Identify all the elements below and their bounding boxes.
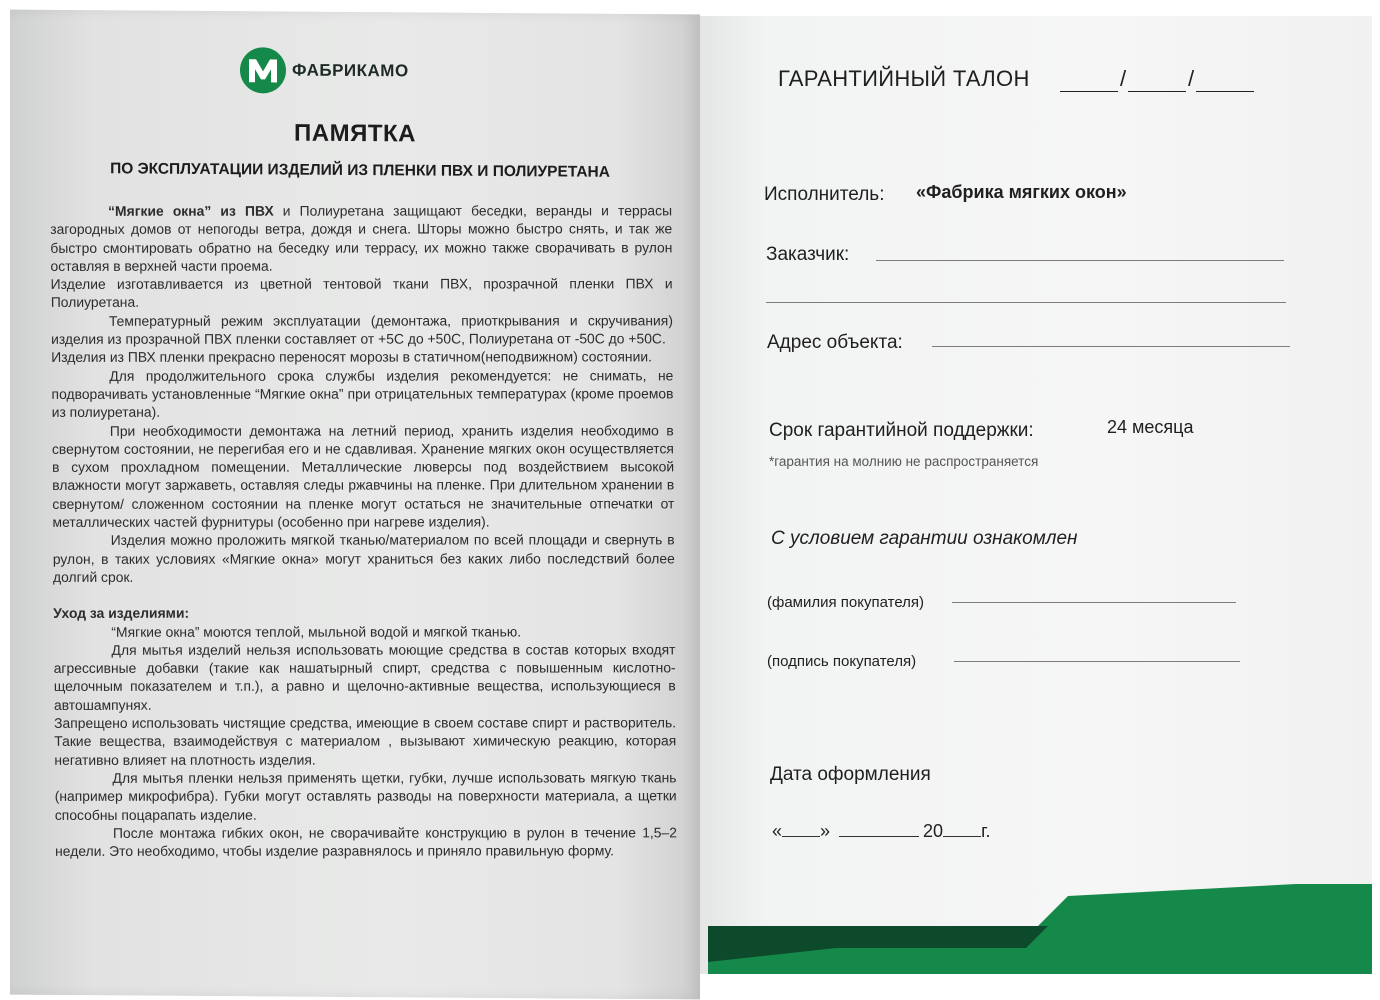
slot-separator: /	[1119, 66, 1127, 91]
green-decorative-band	[708, 884, 1372, 974]
memo-title: ПАМЯТКА	[294, 119, 416, 148]
memo-body	[50, 201, 677, 860]
customer-line-1[interactable]	[876, 260, 1284, 261]
logo-text: ФАБРИКАМО	[292, 60, 409, 81]
date-open-quote: «	[772, 821, 783, 841]
period-label: Срок гарантийной поддержки:	[769, 420, 1034, 441]
memo-paragraph: Изделие изготавливается из цветной тентовой ткани ПВХ, прозрачной пленки ПВХ и Полиуретана.	[50, 275, 673, 311]
warranty-number-slots	[1060, 66, 1254, 92]
acknowledgement-text: С условием гарантии ознакомлен	[771, 528, 1078, 549]
date-heading: Дата оформления	[770, 764, 931, 785]
memo-paragraph: Температурный режим эксплуатации (демонтажа, приоткрывания и скручивания) изделия из прозрачной ПВХ пленки составляет от +5С до +50С, Полиуретана от -50С до +50С.	[51, 312, 673, 347]
executor-value: «Фабрика мягких окон»	[916, 182, 1127, 202]
memo-paragraph: При необходимости демонтажа на летний период, хранить изделия необходимо в свернутом состоянии, не перегибая его и не сдавливая. Хранение мягких окон осуществляется в сухом прохладном помещении. Металлические люверсы под воздействием высокой влажности могут заржаветь, оставляя следы ржавчины на пленке. При длительном хранении в свернутом/ сложенном состоянии на пленке могут остаться не значительные отпечатки от металлических частей фурнитуры (особенно при нагреве изделия).	[51, 421, 675, 530]
memo-paragraph: Изделия можно проложить мягкой тканью/материалом по всей площади и свернуть в рулон, в таких условиях «Мягкие окна» могут храниться без каких либо последствий более долгий срок.	[52, 531, 675, 585]
customer-line-2[interactable]	[766, 302, 1286, 303]
number-slot-3[interactable]	[1196, 69, 1254, 92]
memo-paragraph-bold: “Мягкие окна” из ПВХ	[108, 202, 274, 219]
care-paragraph: Запрещено использовать чистящие средства, имеющие в своем составе спирт и растворитель. Такие вещества, взаимодействуя с материалом , вызывают химическую реакцию, которая негативно влияет на плотность изделия.	[54, 714, 677, 768]
care-paragraph: Для мытья пленки нельзя применять щетки, губки, лучше использовать мягкую ткань (например микрофибра). Губки могут оставлять разводы на поверхности материала, а щетки способны поцарапать изделие.	[54, 769, 677, 823]
care-heading-text: Уход за изделиями:	[53, 604, 190, 622]
number-slot-1[interactable]	[1060, 69, 1118, 92]
care-paragraph: “Мягкие окна” моются теплой, мыльной водой и мягкой тканью.	[111, 623, 522, 640]
warranty-page	[700, 16, 1372, 974]
date-close-quote: »	[820, 821, 831, 841]
brand-logo	[240, 47, 409, 94]
executor-label: Исполнитель:	[764, 184, 885, 205]
address-line[interactable]	[932, 346, 1290, 347]
slot-separator: /	[1187, 66, 1195, 91]
memo-paragraph-text: и Полиуретана защищают беседки, веранды и террасы загородных домов от непогоды ветра, дождя и снега. Шторы можно быстро снять, и так же быстро смонтировать обратно на беседку или террасу, их можно также сворачивать в рулон оставляя в верхней части проема.	[50, 202, 673, 274]
memo-paragraph: Изделия из ПВХ пленки прекрасно переносят морозы в статичном(неподвижном) состоянии.	[51, 348, 652, 366]
signature-label: (подпись покупателя)	[767, 653, 917, 670]
number-slot-2[interactable]	[1128, 69, 1186, 92]
care-heading	[53, 604, 675, 623]
address-label: Адрес объекта:	[767, 332, 903, 353]
period-value: 24 месяца	[1107, 417, 1194, 437]
logo-m-glyph	[246, 55, 280, 85]
memo-subtitle: ПО ЭКСПЛУАТАЦИИ ИЗДЕЛИЙ ИЗ ПЛЕНКИ ПВХ И ПОЛИУРЕТАНА	[110, 160, 610, 181]
month-blank[interactable]	[839, 820, 919, 837]
signature-line[interactable]	[954, 661, 1240, 662]
year-blank[interactable]	[943, 820, 981, 837]
warranty-title: ГАРАНТИЙНЫЙ ТАЛОН	[778, 66, 1030, 91]
year-prefix: 20	[923, 821, 944, 841]
customer-label: Заказчик:	[766, 244, 850, 265]
memo-page	[10, 10, 700, 1000]
logo-mark-icon	[240, 47, 286, 93]
warranty-note: *гарантия на молнию не распространяется	[769, 454, 1039, 469]
care-paragraph: Для мытья изделий нельзя использовать моющие средства в состав которых входят агрессивные добавки (такие как нашатырный спирт, средства с повышенным кислотно-щелочным показателем и т.п.), а равно и щелочно-активные вещества, использующиеся в автошампунях.	[53, 641, 676, 713]
date-fill-line	[772, 820, 990, 842]
memo-paragraph: Для продолжительного срока службы изделия рекомендуется: не снимать, не подворачивать установленные “Мягкие окна” при отрицательных температурах (кроме проемов из полиуретана).	[51, 367, 674, 421]
year-suffix: г.	[981, 821, 991, 841]
care-paragraph: После монтажа гибких окон, не сворачивайте конструкцию в рулон в течение 1,5–2 недели. Это необходимо, чтобы изделие разравнялось и приняло правильную форму.	[55, 824, 677, 859]
day-blank[interactable]	[782, 820, 820, 837]
surname-label: (фамилия покупателя)	[767, 594, 925, 611]
memo-paragraph	[50, 201, 673, 275]
surname-line[interactable]	[952, 602, 1236, 603]
